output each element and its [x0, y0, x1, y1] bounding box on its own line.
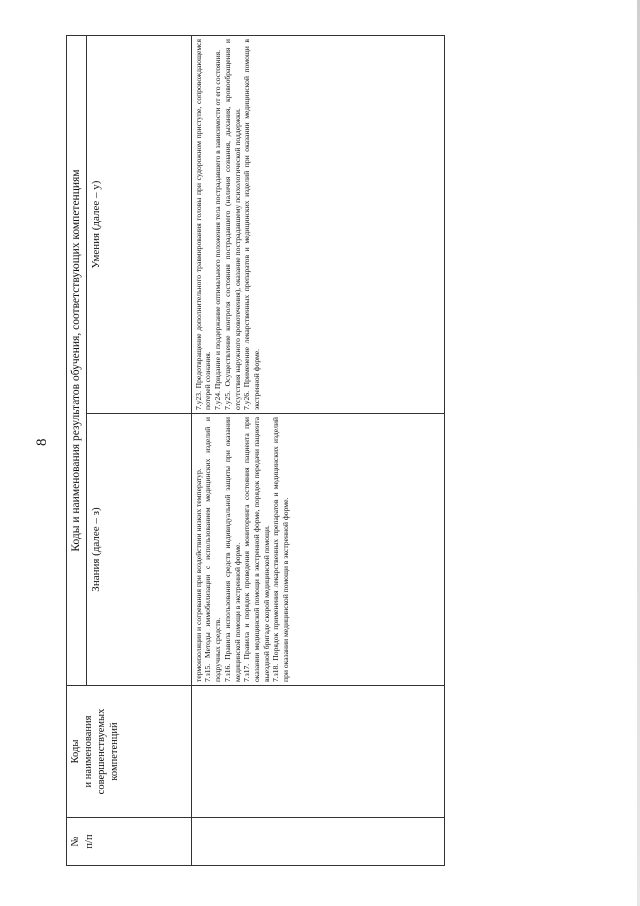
skills-item: 7.у23. Предотвращение дополнительного травмирования головы при судорожном приступе, сопровождающемся потерей сознания.	[193, 39, 213, 410]
skills-cell	[191, 36, 444, 414]
knowledge-item: 7.з16. Правила использования средств индивидуальной защиты при оказании медицинской помощи в экстренной форме.	[222, 417, 242, 682]
column-header-skills: Умения (далее – у)	[86, 36, 191, 414]
column-header-number: № п/п	[67, 818, 192, 866]
knowledge-item: 7.з15. Методы иммобилизации с использованием медицинских изделий и подручных средств.	[203, 417, 223, 682]
skills-item: 7.у24. Придание и поддержание оптимального положения тела пострадавшего в зависимости от его состояния.	[213, 49, 223, 410]
column-header-knowledge: Знания (далее – з)	[86, 414, 191, 686]
table-row	[191, 36, 444, 866]
number-cell	[191, 818, 444, 866]
skills-item: 7.у26. Применение лекарственных препаратов и медицинских изделий при оказании медицинской помощи в экстренной форме.	[242, 39, 262, 410]
knowledge-cell	[191, 414, 444, 686]
column-header-results: Коды и наименования результатов обучения, соответствующих компетенциям	[67, 36, 87, 686]
rotated-page	[66, 36, 576, 866]
page-number: 8	[34, 438, 50, 446]
codes-cell	[191, 686, 444, 818]
knowledge-item: 7.з17. Правила и порядок проведения мониторинга состояния пациента при оказании медицинской помощи в экстренной форме, порядок передачи пациента выездной бригаде скорой медицинской помощи.	[242, 417, 271, 682]
column-header-codes: Коды и наименования совершенствуемых компетенций	[67, 686, 192, 818]
competency-table	[66, 35, 445, 866]
knowledge-item: термоизоляции и согревания при воздействии низких температур.	[193, 468, 203, 682]
skills-item: 7.у25. Осуществление контроля состояния пострадавшего (наличия сознания, дыхания, кровообращения и отсутствия наружного кровотечения), оказание пострадавшему психологической поддержки.	[222, 39, 242, 410]
knowledge-item: 7.з18. Порядок применения лекарственных препаратов и медицинских изделий при оказании медицинской помощи в экстренной форме.	[271, 417, 291, 682]
header-row-top	[67, 36, 87, 866]
